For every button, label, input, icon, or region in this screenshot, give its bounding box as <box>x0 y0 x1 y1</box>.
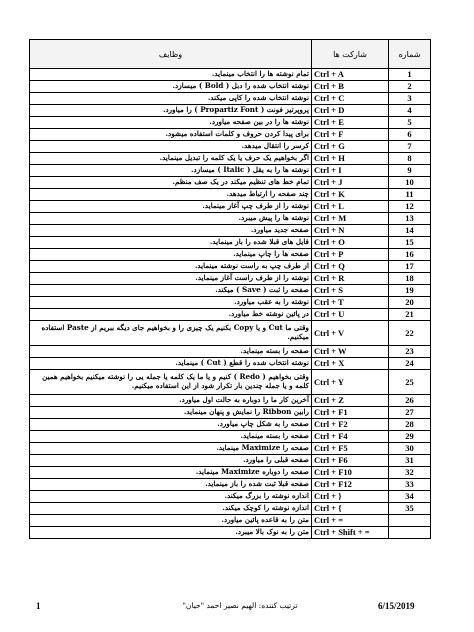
row-number: 19 <box>389 285 431 297</box>
row-shortcut: Ctrl + F2 <box>312 419 389 431</box>
row-number: 30 <box>389 443 431 455</box>
shortcuts-table <box>29 39 431 539</box>
row-shortcut: Ctrl + J <box>312 177 389 189</box>
header-number: شماره <box>389 40 431 69</box>
table-row <box>30 309 431 321</box>
table-row <box>30 213 431 225</box>
header-description: وظایف <box>30 40 312 69</box>
table-row <box>30 237 431 249</box>
row-shortcut: Ctrl + Q <box>312 261 389 273</box>
row-shortcut: Ctrl + N <box>312 225 389 237</box>
row-number: 20 <box>389 297 431 309</box>
row-number: 11 <box>389 189 431 201</box>
row-number: 5 <box>389 117 431 129</box>
row-description: برای پیدا کردن حروف و کلمات استفاده میشود. <box>30 129 312 141</box>
row-shortcut: Ctrl + Y <box>312 370 389 395</box>
row-description: متن را به قاعده پائین میاورد. <box>30 515 312 527</box>
table-row <box>30 285 431 297</box>
row-description: متن را به نوک بالا میبرد. <box>30 527 312 539</box>
row-number: 31 <box>389 455 431 467</box>
table-row <box>30 358 431 370</box>
row-number: 4 <box>389 105 431 117</box>
row-shortcut: Ctrl + F12 <box>312 479 389 491</box>
row-shortcut: Ctrl + T <box>312 297 389 309</box>
row-description: نوشته انتخاب شده را کاپی میکند. <box>30 93 312 105</box>
row-description: صفحه را بسته مینماید. <box>30 346 312 358</box>
row-description: نوشته را به عقب میاورد. <box>30 297 312 309</box>
row-description: رابین Ribbon را نمایش و پنهان مینماید. <box>30 407 312 419</box>
row-number: 25 <box>389 370 431 395</box>
table-body <box>30 69 431 539</box>
table-row <box>30 346 431 358</box>
row-shortcut: Ctrl + Z <box>312 395 389 407</box>
table-row <box>30 419 431 431</box>
row-shortcut: Ctrl + { <box>312 503 389 515</box>
row-description: صفحه را دوباره Maximize مینماید. <box>30 467 312 479</box>
row-number: 23 <box>389 346 431 358</box>
row-number: 24 <box>389 358 431 370</box>
table-row <box>30 503 431 515</box>
row-shortcut: Ctrl + F <box>312 129 389 141</box>
row-shortcut: Ctrl + U <box>312 309 389 321</box>
row-number: 17 <box>389 261 431 273</box>
row-shortcut: Ctrl + F4 <box>312 431 389 443</box>
row-number: 34 <box>389 491 431 503</box>
table-row <box>30 491 431 503</box>
table-row <box>30 165 431 177</box>
row-description: کرسر را انتقال میدهد. <box>30 141 312 153</box>
row-number: 7 <box>389 141 431 153</box>
table-row <box>30 153 431 165</box>
row-shortcut: Ctrl + F1 <box>312 407 389 419</box>
row-description: چند صفحه را ارتباط میدهد. <box>30 189 312 201</box>
row-number: 22 <box>389 321 431 346</box>
row-number: 18 <box>389 273 431 285</box>
row-number: 12 <box>389 201 431 213</box>
row-description: نوشته انتخاب شده را دبل ( Bold ) میسازد. <box>30 81 312 93</box>
header-shortcut: شارکت ها <box>312 40 389 69</box>
row-number: 29 <box>389 431 431 443</box>
row-shortcut: Ctrl + D <box>312 105 389 117</box>
row-description: وقتی ما Cut و یا Copy بکنیم یک چیزی را و بخواهیم جای دیگه ببریم از Paste استفاده میکنیم. <box>30 321 312 346</box>
document-date: 6/15/2019 <box>378 601 415 611</box>
row-number: 28 <box>389 419 431 431</box>
row-shortcut: Ctrl + G <box>312 141 389 153</box>
table-row <box>30 515 431 527</box>
table-row <box>30 81 431 93</box>
row-description: تمام نوشته ها را انتخاب مینماید. <box>30 69 312 81</box>
row-description: تمام خط های تنظیم میکند در یک صف منظم. <box>30 177 312 189</box>
row-number: 16 <box>389 249 431 261</box>
row-description: صفحه را به شکل چاپ میاورد. <box>30 419 312 431</box>
row-description: آخرین کار ما را دوباره به حالت اول میاورد. <box>30 395 312 407</box>
row-shortcut: Ctrl + = <box>312 515 389 527</box>
row-shortcut: Ctrl + R <box>312 273 389 285</box>
row-description: صفحه قبلا ثبت شده را باز مینماید. <box>30 479 312 491</box>
table-row <box>30 141 431 153</box>
table-row <box>30 273 431 285</box>
row-number: 13 <box>389 213 431 225</box>
table-header-row <box>30 40 431 69</box>
table-row <box>30 93 431 105</box>
table-row <box>30 201 431 213</box>
row-shortcut: Ctrl + H <box>312 153 389 165</box>
row-description: اندازه نوشته را بزرگ میکند. <box>30 491 312 503</box>
row-shortcut: Ctrl + V <box>312 321 389 346</box>
table-row <box>30 261 431 273</box>
row-shortcut: Ctrl + K <box>312 189 389 201</box>
table-row <box>30 321 431 346</box>
row-description: در پائین نوشته خط میاورد. <box>30 309 312 321</box>
row-description: پروپرتیز فونت ( Propartiz Font ) را میاورد. <box>30 105 312 117</box>
row-number <box>389 527 431 539</box>
row-shortcut: Ctrl + F5 <box>312 443 389 455</box>
author-credit: ترتیب کننده: الهیم نصیر احمد "حیان" <box>182 601 298 610</box>
row-number: 10 <box>389 177 431 189</box>
row-description: نوشته انتخاب شده را قطع ( Cut ) مینماید. <box>30 358 312 370</box>
row-number: 21 <box>389 309 431 321</box>
row-number: 26 <box>389 395 431 407</box>
row-description: صفحه جدید میاورد. <box>30 225 312 237</box>
row-shortcut: Ctrl + W <box>312 346 389 358</box>
row-shortcut: Ctrl + Shift + = <box>312 527 389 539</box>
row-number: 14 <box>389 225 431 237</box>
row-shortcut: Ctrl + } <box>312 491 389 503</box>
row-number: 27 <box>389 407 431 419</box>
table-row <box>30 189 431 201</box>
table-row <box>30 527 431 539</box>
row-description: نوشته را از طرف چپ آغاز مینماید. <box>30 201 312 213</box>
table-row <box>30 225 431 237</box>
row-number: 3 <box>389 93 431 105</box>
row-shortcut: Ctrl + I <box>312 165 389 177</box>
row-description: نوشته ها را پیش میبرد. <box>30 213 312 225</box>
row-shortcut: Ctrl + F10 <box>312 467 389 479</box>
table-row <box>30 467 431 479</box>
row-number: 6 <box>389 129 431 141</box>
table-row <box>30 105 431 117</box>
row-shortcut: Ctrl + C <box>312 93 389 105</box>
row-number: 33 <box>389 479 431 491</box>
table-row <box>30 431 431 443</box>
row-shortcut: Ctrl + M <box>312 213 389 225</box>
row-number: 32 <box>389 467 431 479</box>
row-shortcut: Ctrl + E <box>312 117 389 129</box>
row-description: نوشته ها را در بین صفحه میاورد. <box>30 117 312 129</box>
row-number: 1 <box>389 69 431 81</box>
table-row <box>30 129 431 141</box>
row-description: نوشته را از طرف راست آغاز مینماید. <box>30 273 312 285</box>
page-number: 1 <box>36 601 41 611</box>
page-footer <box>0 601 474 615</box>
table-row <box>30 69 431 81</box>
row-description: اگر بخواهیم یک حرف یا یک کلمه را تبدیل مینماید. <box>30 153 312 165</box>
row-shortcut: Ctrl + B <box>312 81 389 93</box>
row-number: 9 <box>389 165 431 177</box>
row-description: صفحه ها را چاپ مینماید. <box>30 249 312 261</box>
table-row <box>30 117 431 129</box>
row-description: صفحه را ثبت ( Save ) میکند. <box>30 285 312 297</box>
row-number <box>389 515 431 527</box>
row-number: 2 <box>389 81 431 93</box>
table-row <box>30 177 431 189</box>
row-description: وقتی بخواهیم ( Redo ) کنیم و یا ما یک کلمه یا جمله یی را نوشته میکنیم بخواهیم همین کلمه و یا جمله چندین بار تکرار شود از این استفاده میکنیم. <box>30 370 312 395</box>
table-row <box>30 455 431 467</box>
table-row <box>30 443 431 455</box>
row-shortcut: Ctrl + L <box>312 201 389 213</box>
shortcuts-document <box>29 39 430 539</box>
row-description: صفحه را بسته مینماید. <box>30 431 312 443</box>
table-row <box>30 395 431 407</box>
row-description: فایل های قبلا شده را باز مینماید. <box>30 237 312 249</box>
row-shortcut: Ctrl + P <box>312 249 389 261</box>
table-row <box>30 297 431 309</box>
row-number: 15 <box>389 237 431 249</box>
row-number: 35 <box>389 503 431 515</box>
table-row <box>30 479 431 491</box>
row-number: 8 <box>389 153 431 165</box>
row-description: از طرف چپ به راست نوشته مینماید. <box>30 261 312 273</box>
row-shortcut: Ctrl + O <box>312 237 389 249</box>
table-row <box>30 407 431 419</box>
row-description: اندازه نوشته را کوچک میکند. <box>30 503 312 515</box>
row-description: نوشته ها را به یقل ( Italic ) میسازد. <box>30 165 312 177</box>
row-shortcut: Ctrl + F6 <box>312 455 389 467</box>
table-row <box>30 249 431 261</box>
row-shortcut: Ctrl + X <box>312 358 389 370</box>
row-description: صفحه را Maximize مینماید. <box>30 443 312 455</box>
table-row <box>30 370 431 395</box>
row-description: صفحه قبلی را میاورد. <box>30 455 312 467</box>
row-shortcut: Ctrl + S <box>312 285 389 297</box>
row-shortcut: Ctrl + A <box>312 69 389 81</box>
